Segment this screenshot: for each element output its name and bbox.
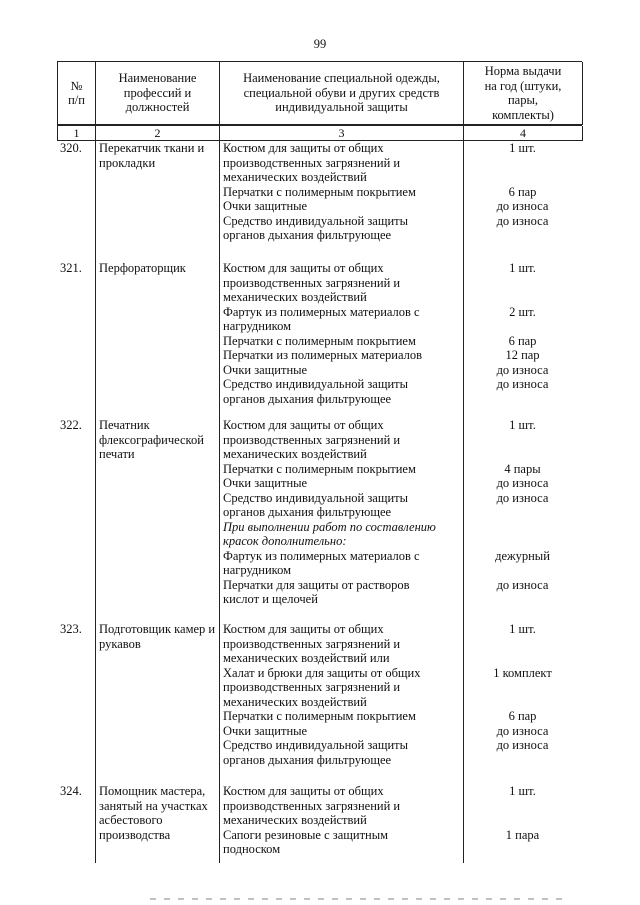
scan-edge-artifact — [150, 898, 570, 900]
equipment-item-line: Перчатки из полимерных материалов — [223, 348, 423, 362]
header-number: № п/п — [58, 62, 96, 125]
profession-line: Перекатчик ткани и — [99, 141, 205, 155]
issue-norm: до износа — [496, 362, 549, 377]
row-number: 323. — [60, 622, 82, 636]
equipment-item-line: производственных загрязнений и — [223, 636, 401, 651]
issue-norm: 6 пар — [508, 333, 537, 348]
profession-line: прокладки — [99, 155, 156, 170]
issue-norm: 2 шт. — [509, 304, 536, 319]
equipment-item-line: Перчатки с полимерным покрытием — [223, 709, 416, 723]
row-number: 321. — [60, 261, 82, 275]
issue-norm: 4 пары — [504, 461, 541, 476]
equipment-item-line: Халат и брюки для защиты от общих — [223, 665, 421, 680]
equipment-item-line: Перчатки с полимерным покрытием — [223, 184, 416, 199]
equipment-item-line: Очки защитные — [223, 362, 308, 377]
equipment-item-line: механических воздействий — [223, 170, 367, 184]
equipment-item-line: Средство индивидуальной защиты — [223, 490, 409, 505]
additional-note-line: При выполнении работ по составлению — [223, 519, 436, 534]
issue-norm: до износа — [496, 738, 549, 752]
issue-norm: до износа — [496, 577, 549, 592]
profession-line: Печатник — [99, 418, 150, 432]
equipment-item-line: механических воздействий — [223, 813, 367, 827]
row-number: 322. — [60, 418, 82, 432]
equipment-item-line: органов дыхания фильтрующее — [223, 228, 392, 242]
page-number: 99 — [313, 37, 327, 51]
equipment-item-line: органов дыхания фильтрующее — [223, 752, 392, 767]
profession-name — [95, 261, 219, 406]
issue-norm: 12 пар — [505, 348, 540, 362]
equipment-item-line: Очки защитные — [223, 476, 308, 490]
equipment-item-line: Фартук из полимерных материалов с — [223, 548, 420, 563]
issue-norm: дежурный — [495, 548, 550, 563]
equipment-item-line: Средство индивидуальной защиты — [223, 738, 409, 752]
column-number: 4 — [464, 126, 583, 141]
equipment-item-line: кислот и щелочей — [223, 592, 318, 606]
equipment-item-line: органов дыхания фильтрующее — [223, 505, 392, 519]
issue-norm: 1 шт. — [509, 261, 536, 275]
issue-norm: 1 пара — [505, 827, 540, 842]
profession-line: печати — [99, 447, 135, 461]
equipment-item-line: Костюм для защиты от общих — [223, 784, 384, 798]
equipment-item-line: Средство индивидуальной защиты — [223, 213, 409, 228]
equipment-item-line: органов дыхания фильтрующее — [223, 391, 392, 406]
issue-norm: до износа — [496, 723, 549, 738]
header-profession: Наименование профессий и должностей — [96, 62, 220, 125]
profession-name — [95, 784, 219, 857]
norm-list — [463, 622, 582, 767]
issue-norm: 1 шт. — [509, 784, 536, 798]
issue-norm: до износа — [496, 490, 549, 505]
profession-line: занятый на участках — [99, 798, 208, 813]
header-equipment: Наименование специальной одежды, специальной обуви и других средств индивидуальной защиты — [220, 62, 464, 125]
additional-note-line: красок дополнительно: — [223, 534, 347, 548]
row-number: 324. — [60, 784, 82, 798]
table-row — [57, 261, 582, 406]
profession-name — [95, 622, 219, 767]
equipment-item-line: Костюм для защиты от общих — [223, 141, 384, 155]
equipment-item-line: Фартук из полимерных материалов с — [223, 304, 420, 319]
equipment-item-line: производственных загрязнений и — [223, 680, 401, 694]
equipment-item-line: механических воздействий — [223, 290, 367, 304]
equipment-item-line: Костюм для защиты от общих — [223, 418, 384, 432]
equipment-item-line: нагрудником — [223, 319, 292, 333]
issue-norm: до износа — [496, 377, 549, 391]
profession-line: производства — [99, 827, 171, 842]
profession-line: рукавов — [99, 636, 141, 651]
equipment-item-line: Сапоги резиновые с защитным — [223, 827, 389, 842]
equipment-list — [219, 622, 463, 767]
equipment-item-line: Средство индивидуальной защиты — [223, 377, 409, 391]
profession-line: Перфораторщик — [99, 261, 186, 275]
equipment-item-line: Очки защитные — [223, 199, 308, 213]
equipment-item-line: механических воздействий — [223, 694, 367, 709]
profession-line: флексографической — [99, 432, 204, 447]
issue-norm: 1 шт. — [509, 141, 536, 155]
table-row — [57, 622, 582, 767]
norms-table — [57, 61, 582, 863]
row-number: 320. — [60, 141, 82, 155]
column-number: 2 — [96, 126, 220, 141]
equipment-item-line: подноском — [223, 842, 281, 856]
equipment-item-line: Костюм для защиты от общих — [223, 261, 384, 275]
equipment-list — [219, 261, 463, 406]
issue-norm: до износа — [496, 476, 549, 490]
issue-norm: 1 шт. — [509, 418, 536, 432]
column-number: 1 — [58, 126, 96, 141]
equipment-list — [219, 418, 463, 607]
equipment-item-line: Перчатки с полимерным покрытием — [223, 333, 416, 348]
header-norm: Норма выдачи на год (штуки, пары, комплекты) — [464, 62, 583, 125]
profession-line: асбестового — [99, 813, 163, 827]
issue-norm: 6 пар — [508, 184, 537, 199]
profession-line: Помощник мастера, — [99, 784, 206, 798]
issue-norm — [463, 520, 582, 549]
equipment-item-line: производственных загрязнений и — [223, 432, 401, 447]
issue-norm: 1 комплект — [493, 665, 552, 680]
equipment-item-line: Перчатки с полимерным покрытием — [223, 461, 416, 476]
column-numbers-row — [57, 125, 582, 141]
norm-list — [463, 784, 582, 857]
table-row — [57, 141, 582, 243]
equipment-item-line: Перчатки для защиты от растворов — [223, 577, 410, 592]
norm-list — [463, 141, 582, 243]
equipment-list — [219, 784, 463, 857]
table-header — [57, 61, 582, 125]
equipment-item-line: механических воздействий — [223, 447, 367, 461]
equipment-item-line: производственных загрязнений и — [223, 275, 401, 290]
equipment-item-line: производственных загрязнений и — [223, 155, 401, 170]
table-body — [57, 141, 582, 863]
norm-list — [463, 418, 582, 607]
column-number: 3 — [220, 126, 464, 141]
issue-norm: до износа — [496, 199, 549, 213]
issue-norm: до износа — [496, 213, 549, 228]
equipment-item-line: производственных загрязнений и — [223, 798, 401, 813]
issue-norm: 6 пар — [508, 709, 537, 723]
equipment-item-line: Очки защитные — [223, 723, 308, 738]
profession-line: Подготовщик камер и — [99, 622, 216, 636]
equipment-item-line: механических воздействий или — [223, 651, 390, 665]
profession-name — [95, 141, 219, 243]
equipment-item-line: нагрудником — [223, 563, 292, 577]
norm-list — [463, 261, 582, 406]
profession-name — [95, 418, 219, 607]
issue-norm: 1 шт. — [509, 622, 536, 636]
table-row — [57, 418, 582, 607]
equipment-list — [219, 141, 463, 243]
equipment-item-line: Костюм для защиты от общих — [223, 622, 384, 636]
table-row — [57, 784, 582, 857]
